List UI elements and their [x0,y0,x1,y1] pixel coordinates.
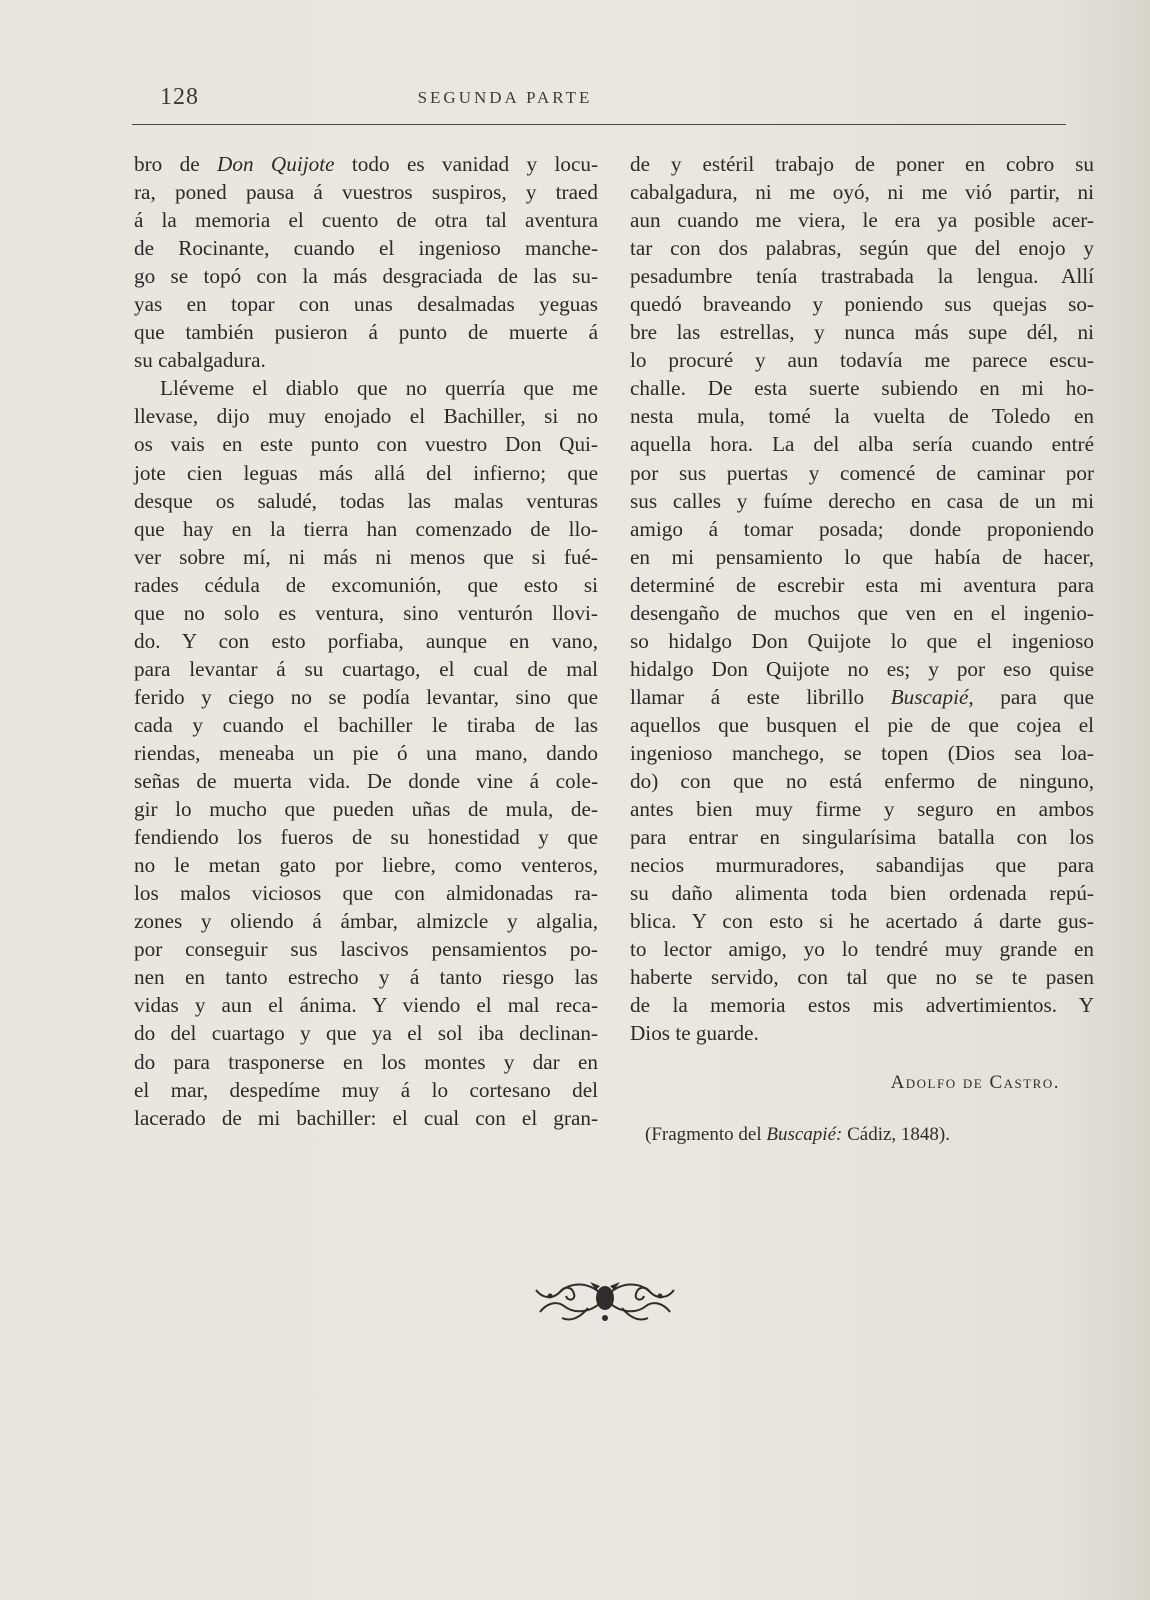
text-line: zones y oliendo á ámbar, almizcle y algalia, [134,909,598,934]
text-line: Lléveme el diablo que no querría que me [160,376,598,401]
text-line: Dios te guarde. [630,1021,759,1046]
text-line: os vais en este punto con vuestro Don Qui- [134,432,598,457]
text-line: ver sobre mí, ni más ni menos que si fué- [134,544,598,569]
fleuron-ornament-icon [530,1268,680,1328]
author-signature: Adolfo de Castro. [890,1072,1060,1093]
text-line: aquellos que busquen el pie de que cojea el [630,712,1094,737]
text-line: su daño alimenta toda bien ordenada repú- [630,881,1094,906]
text-line: determiné de escrebir esta mi aventura para [630,572,1094,597]
text-line: challe. De esta suerte subiendo en mi ho- [630,376,1094,401]
text-line: por sus puertas y comencé de caminar por [630,460,1094,485]
right-column [630,150,1094,1048]
text-line: haberte servido, con tal que no se te pasen [630,965,1094,990]
text-line: do para trasponerse en los montes y dar en [134,1049,598,1074]
text-line: vidas y aun el ánima. Y viendo el mal reca- [134,993,598,1018]
text-line: desengaño de muchos que ven en el ingenio- [630,600,1094,625]
text-line: que no solo es ventura, sino venturón llovi- [134,600,598,625]
text-line: para levantar á su cuartago, el cual de mal [134,656,598,681]
text-line: bre las estrellas, y nunca más supe dél, ni [630,320,1094,345]
text-line: do del cuartago y que ya el sol iba declinan- [134,1021,598,1046]
text-line: ferido y ciego no se podía levantar, sino que [134,684,598,709]
text-line: señas de muerta vida. De donde vine á cole- [134,769,598,794]
left-column [134,150,598,1132]
text-line: do. Y con esto porfiaba, aunque en vano, [134,628,598,653]
text-line: de Rocinante, cuando el ingenioso manche- [134,236,598,261]
header-rule [132,124,1066,125]
text-line: go se topó con la más desgraciada de las su- [134,264,598,289]
text-line: los malos viciosos que con almidonadas ra- [134,881,598,906]
text-line: hidalgo Don Quijote no es; y por eso quise [630,656,1094,681]
source-note: (Fragmento del Buscapié: Cádiz, 1848). [645,1124,950,1145]
text-line: de la memoria estos mis advertimientos. Y [630,993,1094,1018]
text-line: llevase, dijo muy enojado el Bachiller, si no [134,404,598,429]
text-line: to lector amigo, yo lo tendré muy grande en [630,937,1094,962]
text-line: de y estéril trabajo de poner en cobro su [630,152,1094,176]
page-number: 128 [160,84,199,110]
text-line: nesta mula, tomé la vuelta de Toledo en [630,404,1094,429]
text-line: por conseguir sus lascivos pensamientos po- [134,937,598,962]
text-line: sus calles y fuíme derecho en casa de un mi [630,488,1094,513]
text-line: fendiendo los fueros de su honestidad y que [134,825,598,850]
text-line: pesadumbre tenía trastrabada la lengua. Allí [630,264,1094,289]
text-line: antes bien muy firme y seguro en ambos [630,797,1094,822]
text-line: no le metan gato por liebre, como venteros, [134,853,598,878]
text-line: ingenioso manchego, se topen (Dios sea loa- [630,740,1094,765]
text-line: bro de Don Quijote todo es vanidad y locu- [134,152,599,176]
text-line: que también pusieron á punto de muerte á [134,320,598,345]
text-line: cabalgadura, ni me oyó, ni me vió partir, ni [630,180,1094,205]
text-line: á la memoria el cuento de otra tal aventura [134,208,598,233]
text-line: cada y cuando el bachiller le tiraba de las [134,712,598,737]
text-line: el mar, despedíme muy á lo cortesano del [134,1077,598,1102]
text-line: que hay en la tierra han comenzado de llo- [134,516,598,541]
running-title: SEGUNDA PARTE [417,88,593,107]
text-line: jote cien leguas más allá del infierno; que [134,460,598,485]
text-line: para entrar en singularísima batalla con los [630,825,1094,850]
text-line: quedó braveando y poniendo sus quejas so- [630,292,1094,317]
text-line: do) con que no está enfermo de ninguno, [630,769,1094,794]
text-line: yas en topar con unas desalmadas yeguas [134,292,598,317]
text-line: so hidalgo Don Quijote lo que el ingenioso [630,628,1094,653]
text-line: ra, poned pausa á vuestros suspiros, y traed [134,180,598,205]
text-line: gir lo mucho que pueden uñas de mula, de- [134,797,598,822]
text-line: en mi pensamiento lo que había de hacer, [630,544,1094,569]
text-line: necios murmuradores, sabandijas que para [630,853,1094,878]
text-line: lo procuré y aun todavía me parece escu- [630,348,1094,373]
text-line: amigo á tomar posada; donde proponiendo [630,516,1094,541]
text-line: desque os saludé, todas las malas venturas [134,488,598,513]
running-header [160,84,1070,114]
text-line: su cabalgadura. [134,348,266,373]
text-line: nen en tanto estrecho y á tanto riesgo las [134,965,598,990]
text-line: riendas, meneaba un pie ó una mano, dando [134,740,598,765]
text-line: llamar á este librillo Buscapié, para que [630,684,1094,709]
text-line: lacerado de mi bachiller: el cual con el gran- [134,1105,598,1130]
text-line: aun cuando me viera, le era ya posible acer- [630,208,1094,233]
text-line: blica. Y con esto si he acertado á darte gus- [630,909,1094,934]
text-line: tar con dos palabras, según que del enojo y [630,236,1094,261]
text-line: aquella hora. La del alba sería cuando entré [630,432,1094,457]
text-line: rades cédula de excomunión, que esto si [134,572,598,597]
